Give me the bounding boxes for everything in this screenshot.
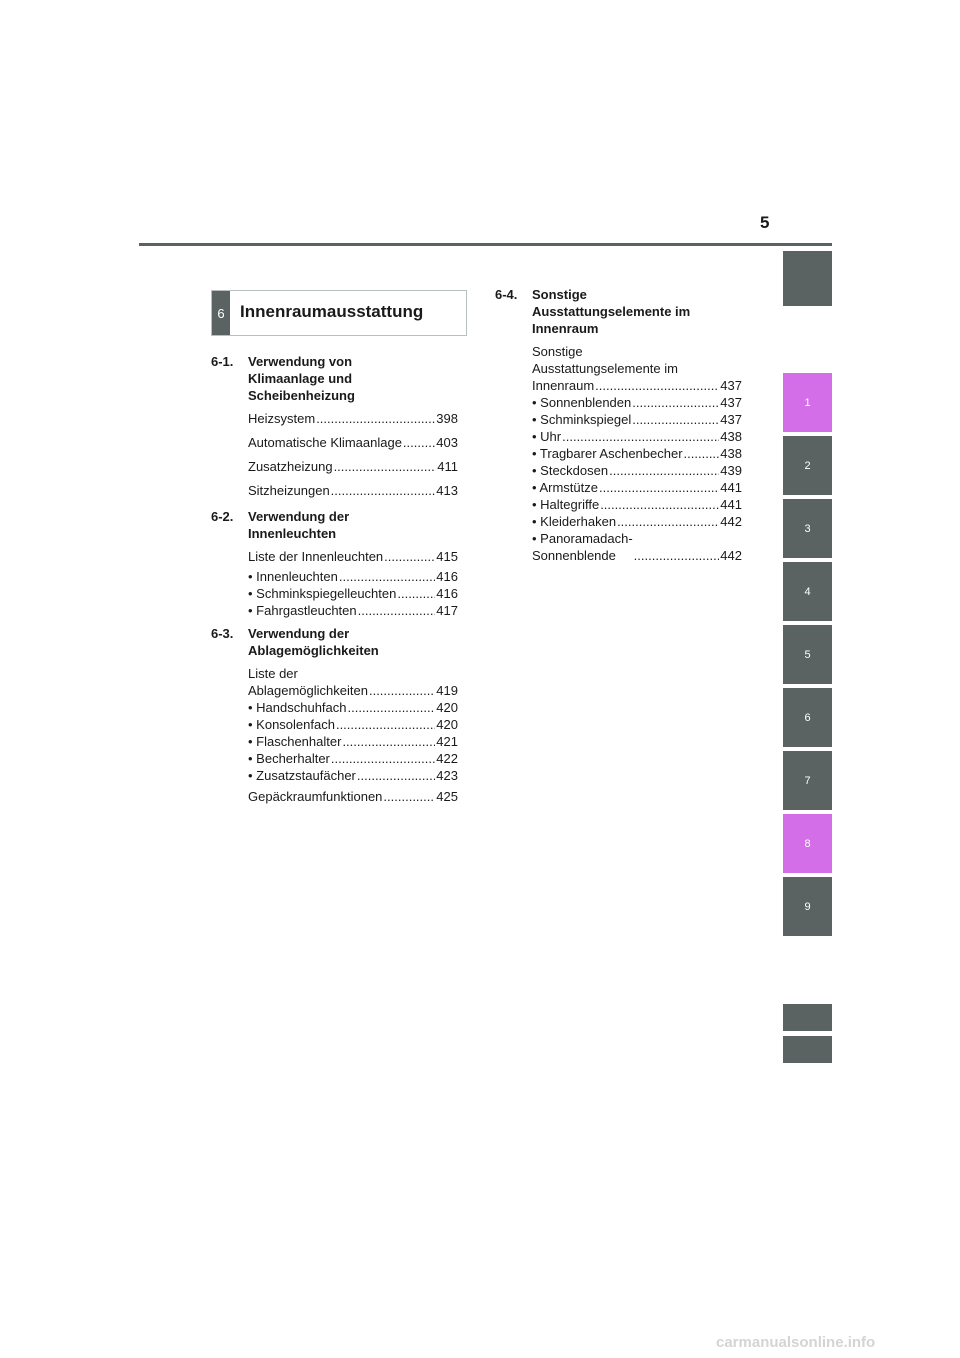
chapter-tab-blank-10[interactable] — [783, 1004, 832, 1031]
toc-entry[interactable] — [248, 548, 458, 565]
toc-section-number: 6-2. — [211, 509, 234, 524]
toc-entry-label: • Flaschenhalter — [248, 734, 342, 749]
toc-entry-label: • Steckdosen — [532, 463, 609, 478]
toc-left-column — [211, 353, 458, 814]
chapter-tab-9[interactable]: 9 — [783, 877, 832, 936]
toc-entry-page: 403 — [436, 435, 458, 450]
toc-entry-page: 415 — [436, 549, 458, 564]
toc-leader-dots — [595, 377, 719, 394]
toc-entry-page: 420 — [436, 700, 458, 715]
toc-entry-label: Heizsystem — [248, 411, 316, 426]
toc-entry-label: Automatische Klimaanlage — [248, 435, 402, 450]
toc-leader-dots — [632, 394, 719, 411]
section-number: 6 — [212, 291, 230, 335]
toc-entry-label: • Schminkspiegelleuchten — [248, 586, 397, 601]
chapter-tab-blank-11[interactable] — [783, 1036, 832, 1063]
toc-entry[interactable] — [532, 428, 742, 445]
toc-section-number: 6-3. — [211, 626, 234, 641]
toc-leader-dots — [600, 496, 719, 513]
toc-leader-dots — [339, 568, 435, 585]
toc-entry-label: Liste der Innenleuchten — [248, 549, 384, 564]
toc-entry[interactable] — [248, 699, 458, 716]
chapter-tab-2[interactable]: 2 — [783, 436, 832, 495]
toc-entry[interactable] — [532, 377, 742, 394]
toc-entry-page: 423 — [436, 768, 458, 783]
toc-entry[interactable] — [532, 411, 742, 428]
toc-leader-dots — [684, 445, 720, 462]
toc-entry[interactable] — [248, 750, 458, 767]
toc-leader-dots — [403, 434, 435, 451]
toc-entry[interactable] — [248, 585, 458, 602]
page-number: 5 — [760, 213, 770, 232]
chapter-tab-3[interactable]: 3 — [783, 499, 832, 558]
toc-leader-dots — [383, 788, 435, 805]
chapter-tab-5[interactable]: 5 — [783, 625, 832, 684]
toc-leader-dots — [342, 733, 435, 750]
toc-leader-dots — [384, 548, 435, 565]
toc-section-number: 6-1. — [211, 354, 234, 369]
toc-entry-label: Innenraum — [532, 378, 595, 393]
toc-entry[interactable] — [532, 462, 742, 479]
section-title: Innenraumausstattung — [240, 302, 424, 321]
toc-entry-page: 441 — [720, 497, 742, 512]
toc-section-title: Sonstige Ausstattungselemente im Innenraum — [532, 287, 691, 336]
toc-leader-dots — [617, 513, 719, 530]
toc-entry-label: • Becherhalter — [248, 751, 330, 766]
toc-entry-label: • Haltegriffe — [532, 497, 600, 512]
toc-entry-page: 411 — [437, 459, 458, 474]
chapter-tab-8[interactable]: 8 — [783, 814, 832, 873]
toc-entry[interactable] — [532, 479, 742, 496]
toc-entry-label: • Fahrgastleuchten — [248, 603, 357, 618]
watermark: carmanualsonline.info — [716, 1334, 876, 1351]
toc-leader-dots — [331, 750, 435, 767]
toc-section-heading — [495, 286, 742, 337]
toc-section-title: Verwendung der Innenleuchten — [248, 509, 350, 541]
chapter-tab-1[interactable]: 1 — [783, 373, 832, 432]
toc-section-heading — [211, 353, 458, 404]
toc-entry-label: • Schminkspiegel — [532, 412, 632, 427]
toc-entry[interactable] — [248, 767, 458, 784]
toc-entry-page: 442 — [720, 514, 742, 529]
toc-entry-label: • Zusatzstaufächer — [248, 768, 356, 783]
toc-leader-dots — [632, 411, 719, 428]
toc-entry-page: 438 — [720, 429, 742, 444]
toc-section-title: Verwendung von Klimaanlage und Scheibenheizung — [248, 354, 355, 403]
toc-entry[interactable] — [248, 716, 458, 733]
toc-entry-label: Sitzheizungen — [248, 483, 330, 498]
toc-entry-page: 442 — [720, 548, 742, 563]
toc-leader-dots — [331, 482, 436, 499]
toc-entry-page: 437 — [720, 412, 742, 427]
toc-group-label: Sonstige Ausstattungselemente im — [532, 344, 678, 376]
toc-entry[interactable] — [532, 496, 742, 513]
toc-entry-page: 441 — [720, 480, 742, 495]
chapter-tab-7[interactable]: 7 — [783, 751, 832, 810]
toc-entry-label: • Innenleuchten — [248, 569, 338, 584]
toc-section-heading — [211, 508, 458, 542]
toc-entry-page: 438 — [720, 446, 742, 461]
toc-entry[interactable] — [248, 568, 458, 585]
toc-entry[interactable] — [248, 682, 458, 699]
toc-leader-dots — [369, 682, 435, 699]
toc-group-label: Liste der — [248, 666, 298, 681]
toc-leader-dots — [336, 716, 435, 733]
toc-right-column — [495, 286, 742, 564]
toc-entry-label: • Konsolenfach — [248, 717, 335, 732]
toc-entry-label: • Armstütze — [532, 480, 598, 495]
toc-entry-label: • Uhr — [532, 429, 562, 444]
toc-entry-page: 437 — [720, 395, 742, 410]
toc-entry[interactable] — [248, 602, 458, 619]
toc-entry-page: 439 — [720, 463, 742, 478]
toc-entry-page: 419 — [436, 683, 458, 698]
toc-entry-page: 422 — [436, 751, 458, 766]
toc-leader-dots — [316, 410, 435, 427]
toc-leader-dots — [397, 585, 435, 602]
toc-leader-dots — [609, 462, 719, 479]
toc-entry-label: Gepäckraumfunktionen — [248, 789, 383, 804]
toc-entry-page: 420 — [436, 717, 458, 732]
toc-entry-page: 416 — [436, 569, 458, 584]
toc-entry-label: • Kleiderhaken — [532, 514, 617, 529]
toc-entry-page: 398 — [436, 411, 458, 426]
toc-leader-dots — [348, 699, 436, 716]
toc-entry[interactable] — [248, 788, 458, 805]
toc-entry-page: 437 — [720, 378, 742, 393]
toc-leader-dots — [357, 767, 435, 784]
toc-entry[interactable] — [248, 733, 458, 750]
section-header-box — [211, 290, 467, 336]
toc-entry-page: 413 — [436, 483, 458, 498]
toc-entry[interactable] — [532, 530, 742, 564]
toc-entry-label: • Handschuhfach — [248, 700, 347, 715]
toc-leader-dots — [599, 479, 719, 496]
toc-entry-page: 416 — [436, 586, 458, 601]
toc-entry-label: Zusatzheizung — [248, 459, 333, 474]
chapter-tab-blank-0[interactable] — [783, 251, 832, 306]
toc-entry-page: 425 — [436, 789, 458, 804]
toc-entry[interactable] — [532, 445, 742, 462]
toc-entry-page: 417 — [436, 603, 458, 618]
toc-section-number: 6-4. — [495, 287, 518, 302]
toc-leader-dots — [334, 458, 437, 475]
toc-entry[interactable] — [248, 458, 458, 475]
toc-entry-label: • Panoramadach- Sonnenblende — [532, 531, 633, 563]
chapter-tab-4[interactable]: 4 — [783, 562, 832, 621]
toc-section-title: Verwendung der Ablagemöglichkeiten — [248, 626, 379, 658]
toc-leader-dots — [562, 428, 719, 445]
toc-entry[interactable] — [248, 410, 458, 427]
toc-entry[interactable] — [532, 394, 742, 411]
toc-leader-dots — [358, 602, 436, 619]
toc-entry-label: • Tragbarer Aschenbecher — [532, 446, 683, 461]
toc-section-heading — [211, 625, 458, 659]
toc-entry[interactable] — [532, 513, 742, 530]
toc-leader-dots — [634, 547, 720, 564]
chapter-tab-6[interactable]: 6 — [783, 688, 832, 747]
toc-entry-label: Ablagemöglichkeiten — [248, 683, 368, 698]
toc-entry-label: • Sonnenblenden — [532, 395, 632, 410]
header-rule — [139, 243, 832, 246]
toc-entry-page: 421 — [436, 734, 458, 749]
toc-entry[interactable] — [248, 482, 458, 499]
toc-entry[interactable] — [248, 434, 458, 451]
